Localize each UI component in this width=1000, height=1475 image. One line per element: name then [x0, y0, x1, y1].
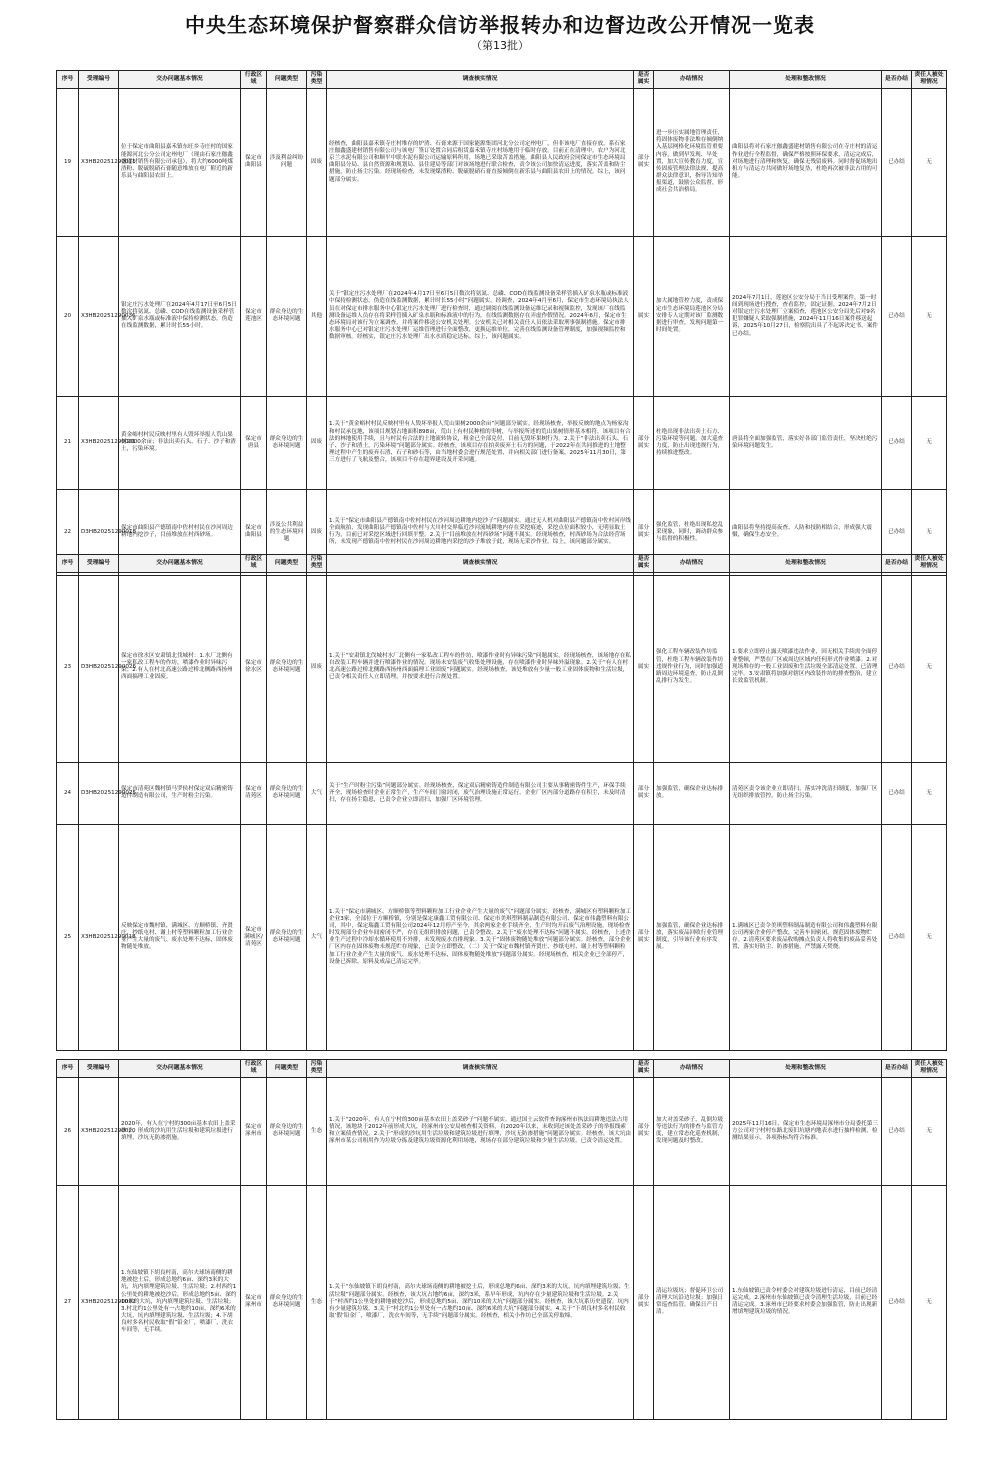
- cell-pollution: 固废: [307, 572, 327, 762]
- cell-closed: 已办结: [882, 572, 912, 762]
- cell-punished: 无: [912, 396, 947, 489]
- table-header-row: [57, 1060, 947, 1078]
- cell-rectification: 曲阳县将对石家庄伽鑫盛建材销售有限公司在寺庄村的清运作业进行全程监督，确保严格按照环保要求，清运完成后，对场地进行清理和恢复，确保无残留废料。同时督促场地出租方与清运方共同做好场地复垦，杜绝再次被非法占用的可能。: [730, 88, 882, 236]
- cell-issue: 银定庄污水处理厂在2024年4月17日至6月5日数次将氨氮、总磷、COD在线监测设备采样管插入矿泉水瓶或标准液中保持检测状态，伪造在线监测数据，累计时长55小时。: [119, 236, 241, 396]
- cell-pollution: 大气: [307, 762, 327, 824]
- header-rectification: 处理和整改情况: [730, 71, 882, 89]
- table-row: [57, 1077, 947, 1185]
- cell-handling: 清运垃圾坑；督促环卫公司清理大坑沿边垃圾；加强日常巡查监管，确保日产日清。: [654, 1185, 730, 1419]
- cell-issue: 1.东仙坡镇下胡良村南，高尔夫球场南侧的耕地被挖土后，形成总地约6亩、深约3米的大坑，坑内填埋建筑垃圾、生活垃圾；2.村西约1公里处的耕地被挖沙后，形成总地约5亩、深约10米的大坑，坑内填埋建筑垃圾、生活垃圾；3.村北约1公里处有一占地约10亩、深约6米的大坑，坑内填埋建筑垃圾、生活垃圾；4.下胡良村多名村民收取“假”铅金厂，喷漆厂，洗衣车间等，无手续。: [119, 1185, 241, 1419]
- cell-closed: 已办结: [882, 824, 912, 1050]
- table-block-1: [56, 70, 946, 576]
- table-header-row: [57, 71, 947, 89]
- report-table-1: [56, 70, 947, 576]
- cell-closed: 已办结: [882, 1185, 912, 1419]
- table-block-2: [56, 554, 946, 1051]
- cell-handling: 进一步压实属地管理责任，将固体废物非法堆存倾倒纳入基层网格化环境监管重要内容，做到早发现、早处置，加大宣传教育力度，宣传固废管理法律法规，提高群众法律意识，指导告知举报渠道，鼓励公众监督，形成社会共治格局。: [654, 88, 730, 236]
- header-issue: 交办问题基本情况: [119, 71, 241, 89]
- cell-is-true: 属实: [634, 236, 654, 396]
- cell-is-true: 部分属实: [634, 1077, 654, 1185]
- cell-punished: 无: [912, 572, 947, 762]
- page-title: 中央生态环境保护督察群众信访举报转办和边督边改公开情况一览表: [185, 13, 815, 37]
- cell-id: X3HB20251290011: [79, 88, 119, 236]
- cell-punished: 无: [912, 762, 947, 824]
- cell-issue: 2020年，有人在宁村的300亩基本农田上盖采砂子，形成的沙坑用生活垃圾和建筑垃圾进行填埋，沙坑无防渗措施。: [119, 1077, 241, 1185]
- cell-seq: 21: [57, 396, 79, 489]
- cell-id: X3HB20251290001: [79, 396, 119, 489]
- cell-region: 保定市曲阳县: [241, 489, 267, 575]
- cell-seq: 19: [57, 88, 79, 236]
- cell-issue: 反映保定市魏村镇、满城区、方顺桥镇、齐贤庄、抄纸屯村、谢上村等塑料颗粒加工行业企业产生大量的废气、废水处理不达标，固体废物随处堆放。: [119, 824, 241, 1050]
- header-rectification: 处理和整改情况: [730, 1060, 882, 1078]
- cell-rectification: 2024年7月1日，莲池区公安分局于当日受理案件，第一时间到现场进行搜查，查看监控，固定证据。2024年7月2日对银定庄污水处理厂立案侦查，莲池区公安分局先后对9名犯罪嫌疑人采取强制措施，2024年11月16日案件移送起诉，2025年10月27日，检察院出具了不起诉决定书，案件已办结。: [730, 236, 882, 396]
- cell-type: 群众身边的生态环境问题: [267, 824, 307, 1050]
- report-table-3: [56, 1059, 947, 1420]
- cell-id: X3HB20251290018: [79, 824, 119, 1050]
- table-row: [57, 396, 947, 489]
- report-table-2: [56, 554, 947, 1051]
- cell-seq: 26: [57, 1077, 79, 1185]
- cell-type: 群众身边的生态环境问题: [267, 762, 307, 824]
- cell-pollution: 生态: [307, 1185, 327, 1419]
- cell-issue: 保定市曲阳县产德镇南中佐村村民在沙河周边耕地内挖沙子，目前堆放在村西砂场。: [119, 489, 241, 575]
- header-is-true: 是否属实: [634, 1060, 654, 1078]
- cell-region: 保定市清苑区: [241, 762, 267, 824]
- table-block-3: [56, 1059, 946, 1420]
- cell-is-true: 部分属实: [634, 1185, 654, 1419]
- cell-investigation: 1.关于“安肃镇北伐城村水厂北侧有一家私改工程车的作坊，喷漆作业时有异味污染”问题属实。经现场核查，该场地存在私自改装工程车辆并进行喷漆作业的情况，现场未安装废气收集处理设施，存在喷漆作业时异味外溢现象。2.关于“有人在村北高速公路过桥北侧路西扬州西面搞理工业固废”问题属实。经现场核查，该处堆放有少量一般工业固体废物和生活垃圾，已责令相关责任人立即清理，并按要求进行合规处置。: [327, 572, 634, 762]
- cell-region: 保定市徐水区: [241, 572, 267, 762]
- cell-handling: 强化工程车辆改装作坊监管，杜绝工程车辆改装作坊违规作业行为，同时加强道路周边环境巡查，防止乱倒乱排行为发生。: [654, 572, 730, 762]
- cell-rectification: 1.满城区已责令美琪塑料制品制造有限公司和伟鑫塑料有限公司两家企业停产整改，完善车间密闭，规范固体废物贮存。2.清苑区要求废品收购摊点负责人将收集的废品妥善处置，落实好防尘、防渗措施，严禁露天焚烧。: [730, 824, 882, 1050]
- header-type: 问题类型: [267, 1060, 307, 1078]
- header-investigation: 调查核实情况: [327, 1060, 634, 1078]
- cell-handling: 加大属地管控力度，责成保定市生态环境局莲池区分局安排专人定期对该厂监测数据进行审查，发现问题第一时间处置。: [654, 236, 730, 396]
- cell-investigation: 1.关于“东仙坡镇下胡良村南，高尔夫球场南侧的耕地被挖土后，形成总地约6亩、深约3米的大坑，坑内填埋建筑垃圾、生活垃圾”问题部分属实。经核查，该大坑占地约6亩，深约3米，系早年形成，坑内存在少量建筑垃圾和生活垃圾。2.关于“村西约1公里处的耕地被挖沙后，形成总地约5亩、深约10米的大坑”问题部分属实。经核查，该大坑系历史遗留，坑内有少量建筑垃圾。3.关于“村北约1公里处有一占地约10亩、深约6米的大坑”问题部分属实。4.关于“下胡良村多名村民收取‘假’铅金厂，喷漆厂，洗衣车间等，无手续”问题部分属实。经核查，相关小作坊已全部关停取缔。: [327, 1185, 634, 1419]
- cell-handling: 杜绝出现非法出卖土石方、污染环境等问题，加大巡查力度，防止出现违规行为，持续推进整改。: [654, 396, 730, 489]
- cell-issue: 黄金峪村村民反映村里有人毁坏举报人荒山果树2000余亩；非法出卖石头、石子、沙子和渣土，污染环境。: [119, 396, 241, 489]
- header-id: 受理编号: [79, 555, 119, 573]
- cell-is-true: 部分属实: [634, 88, 654, 236]
- cell-punished: 无: [912, 1185, 947, 1419]
- cell-is-true: 部分属实: [634, 396, 654, 489]
- header-issue: 交办问题基本情况: [119, 555, 241, 573]
- cell-seq: 24: [57, 762, 79, 824]
- cell-issue: 保定市清苑区魏村镇马罗侯村保定双启精密铸造件制造有限公司，生产时粉尘污染。: [119, 762, 241, 824]
- table-row: [57, 762, 947, 824]
- header-pollution: 污染类型: [307, 1060, 327, 1078]
- page-subtitle: （第13批）: [471, 39, 529, 52]
- header-seq: 序号: [57, 555, 79, 573]
- cell-seq: 22: [57, 489, 79, 575]
- header-region: 行政区域: [241, 1060, 267, 1078]
- cell-seq: 20: [57, 236, 79, 396]
- cell-region: 保定市涿州市: [241, 1185, 267, 1419]
- cell-rectification: 曲阳县将坚持提高夜查、人防和技防相结合，形成强大震慑，确保生态安全。: [730, 489, 882, 575]
- cell-punished: 无: [912, 236, 947, 396]
- cell-id: D3HB20251290018: [79, 489, 119, 575]
- cell-pollution: 固废: [307, 88, 327, 236]
- cell-punished: 无: [912, 824, 947, 1050]
- table-row: [57, 88, 947, 236]
- header-closed: 是否办结: [882, 71, 912, 89]
- cell-rectification: 1.东仙坡镇已责令村委会对建筑垃圾进行清运，目前已经清运完成。2.涿州市东仙坡镇已责令清理生活垃圾，目前已经清运完成。3.涿州市已经要求村委会加强监管，防止出现新增填埋建筑垃圾的情况。: [730, 1185, 882, 1419]
- cell-closed: 已办结: [882, 1077, 912, 1185]
- cell-rectification: 1.要求立即停止露天喷漆违法作业，因无相关手续需全面停业整顿，严禁在厂区或周边区域内任何形式作业喷漆。2.对现场堆存的一般工业固废和生活垃圾全部清运处置，已清理完毕。3.安肃镇将加强对辖区内改装作坊的排查整治，建立长效监管机制。: [730, 572, 882, 762]
- header-type: 问题类型: [267, 71, 307, 89]
- cell-id: D3HB20251290025: [79, 762, 119, 824]
- cell-rectification: 2025年11月16日，保定市生态环境局涿州市分局委托第三方公司对宁村村东路北废旧坑塘内地表水进行抽样检测，检测结果显示，各项指标均符合标准。: [730, 1077, 882, 1185]
- cell-type: 群众身边的生态环境问题: [267, 1077, 307, 1185]
- cell-investigation: 1.关于“2020年，有人在宁村的300亩基本农田上盖采砂子”问题不属实。通过国土云软件查询涿州市执法局耕地违法占用情况，该地块于2012年前形成大坑，经涿州市公安局核查相关资料，自2020年以来，未收到过该处盖采砂子的举报线索和立案侦查情况。2.关于“形成的沙坑用生活垃圾和建筑垃圾进行填埋，沙坑无防渗措施”问题部分属实。经核查，该大坑由涿州市某公司租用作为垃圾分拣及建筑垃圾资源化利用场地，现场存在部分建筑垃圾和少量生活垃圾，已责令清运处置。: [327, 1077, 634, 1185]
- cell-investigation: 1.关于“保定市满城区、方顺桥镇等塑料颗粒加工行业企业产生大量的废气”问题部分属实。经核查，满城区有塑料颗粒加工企业3家，全部位于方顺桥镇，分别是保定康鑫工贸有限公司、保定市美琪塑料制品制造有限公司、保定市伟鑫塑料有限公司，其中，保定瑞鑫工贸有限公司2024年12月停产至今，其余两家企业手续齐全，生产时均开启废气治理设施，现场检查时发现部分企业车间密闭不严，存在无组织排放问题，已责令整改。2.关于“废水处理不达标”问题不属实。经核查，上述企业生产过程中冷却水循环使用不外排，未发现废水直排现象。3.关于“固体废物随处堆放”问题部分属实。经核查，部分企业厂区内存在固体废物未规范贮存现象，已责令立即整改。（二）关于“保定市魏村镇齐贤庄、抄纸屯村、谢上村等塑料颗粒加工行业企业产生大量的废气、废水处理不达标，固体废物随处堆放”问题部分属实。经现场核查，相关企业已全部停产，设备已拆除，原料及成品已清运完毕。: [327, 824, 634, 1050]
- cell-region: 保定市莲池区: [241, 236, 267, 396]
- cell-region: 保定市曲阳县: [241, 88, 267, 236]
- cell-punished: 无: [912, 489, 947, 575]
- cell-issue: 保定市徐水区安肃镇北伐城村：1.水厂北侧有一家私改工程车的作坊，喷漆作业时异味污染；2.有人在村北高速公路过桥北侧路西扬州西面搞理工业固废。: [119, 572, 241, 762]
- table-row: [57, 1185, 947, 1419]
- cell-closed: 已办结: [882, 396, 912, 489]
- table-row: [57, 824, 947, 1050]
- cell-investigation: 1.关于“保定市曲阳县产德镇南中佐村村民在沙河周边耕地内挖沙子”问题属实。通过无人机对曲阳县产德镇南中佐村河岸线全面航拍，发现曲阳县产德镇南中佐村与大川村交界临近沙河流域耕地内存在采挖痕迹，采挖点位面积较小，无明显取土行为，目前已对采挖区域进行回填平整。2.关于“目前堆放在村西砂场”问题不属实。经现场核查，村西砂场为合法经营场所，未发现产德镇南中佐村村民在沙河周边耕地内采挖的沙子堆放于此，现场无采沙作业。综上，该问题部分属实。: [327, 489, 634, 575]
- cell-is-true: 部分属实: [634, 824, 654, 1050]
- cell-rectification: 清苑区责令该企业立即清扫，落实冲洗清扫制度，加强厂区无组织排放管控，防止扬尘污染。: [730, 762, 882, 824]
- cell-type: 群众身边的生态环境问题: [267, 572, 307, 762]
- cell-region: 保定市满城区/清苑区: [241, 824, 267, 1050]
- header-pollution: 污染类型: [307, 71, 327, 89]
- cell-closed: 已办结: [882, 236, 912, 396]
- cell-is-true: 部分属实: [634, 762, 654, 824]
- header-punished: 责任人被处理情况: [912, 1060, 947, 1078]
- header-type: 问题类型: [267, 555, 307, 573]
- table-header-row: [57, 555, 947, 573]
- cell-closed: 已办结: [882, 489, 912, 575]
- cell-type: 涉及利益纠纷问题: [267, 88, 307, 236]
- cell-seq: 27: [57, 1185, 79, 1419]
- cell-closed: 已办结: [882, 762, 912, 824]
- cell-id: D3HB20251290026: [79, 572, 119, 762]
- cell-id: X3HB20251290002: [79, 1185, 119, 1419]
- header-id: 受理编号: [79, 1060, 119, 1078]
- cell-pollution: 生态: [307, 1077, 327, 1185]
- cell-type: 群众身边的生态环境问题: [267, 1185, 307, 1419]
- cell-id: X3HB20251290036: [79, 236, 119, 396]
- cell-region: 保定市唐县: [241, 396, 267, 489]
- header-punished: 责任人被处理情况: [912, 555, 947, 573]
- header-seq: 序号: [57, 1060, 79, 1078]
- cell-punished: 无: [912, 88, 947, 236]
- table-row: [57, 236, 947, 396]
- cell-rectification: 唐县将全面加强监管，落实好各部门监管责任，坚决杜绝污染环境问题发生。: [730, 396, 882, 489]
- header-issue: 交办问题基本情况: [119, 1060, 241, 1078]
- header-investigation: 调查核实情况: [327, 71, 634, 89]
- header-closed: 是否办结: [882, 1060, 912, 1078]
- header-is-true: 是否属实: [634, 71, 654, 89]
- cell-region: 保定市涿州市: [241, 1077, 267, 1185]
- header-region: 行政区域: [241, 71, 267, 89]
- cell-seq: 23: [57, 572, 79, 762]
- cell-pollution: 其他: [307, 236, 327, 396]
- page: [0, 12, 1000, 1475]
- cell-closed: 已办结: [882, 88, 912, 236]
- cell-seq: 25: [57, 824, 79, 1050]
- cell-handling: 强化监管，杜绝出现私挖乱采现象，同时，调动群众参与监督的积极性。: [654, 489, 730, 575]
- header-seq: 序号: [57, 71, 79, 89]
- cell-handling: 加强监管，确保企业达标排放。: [654, 762, 730, 824]
- cell-pollution: 固废: [307, 396, 327, 489]
- header-pollution: 污染类型: [307, 555, 327, 573]
- cell-pollution: 大气: [307, 824, 327, 1050]
- header-handling: 办结情况: [654, 71, 730, 89]
- header-handling: 办结情况: [654, 555, 730, 573]
- header-is-true: 是否属实: [634, 555, 654, 573]
- cell-is-true: 部分属实: [634, 489, 654, 575]
- cell-pollution: 固废: [307, 489, 327, 575]
- header-punished: 责任人被处理情况: [912, 71, 947, 89]
- header-rectification: 处理和整改情况: [730, 555, 882, 573]
- header-id: 受理编号: [79, 71, 119, 89]
- cell-handling: 加大对盖采砂子、乱倒垃圾等违法行为的排查与监管力度，建立常态化巡查机制，发现问题及时整改。: [654, 1077, 730, 1185]
- cell-id: X3HB20251290020: [79, 1077, 119, 1185]
- cell-investigation: 1.关于“黄金峪村村民反映村里有人毁坏举报人荒山果树2000余亩”问题部分属实。经现场核查，举报反映的地点为杨家沟和村民承包地，该项目规划占地面积898亩，荒山上有村民种植的枣树，与举报所述的荒山果树情形基本相符，该项目有合法的林地使用手续，且与村民有合法的土地流转协议，租金已全部兑付，目前无毁坏果树行为。2.关于“非法出卖石头、石子、沙子和渣土，污染环境”问题部分属实。经核查，该项目存在拍卖废弃土石方的问题，于2022年在共同推进的土地整理过程中产生的废弃石渣、石子和砂石等，由当地村委会进行规范处置，并向相关部门进行备案，2025年11月30日，第三方进行了飞航及整合，该项目不存在超界建设及开采问题。: [327, 396, 634, 489]
- cell-investigation: 关于“银定庄污水处理厂在2024年4月17日至6月5日数次将氨氮、总磷、COD在线监测设备采样管插入矿泉水瓶或标准液中保持检测状态，伪造在线监测数据，累计时长55小时”问题属实。经调查，2024年4月至6月，保定市生态环境局执法人员在对保定市排水服务中心银定庄污水处理厂进行检查时，通过调阅在线监测设备运维记录和视频监控，发现该厂在线监测设备运维人员存在将采样管插入矿泉水瓶和标准液中的行为，在线监测数据存在弄虚作假情况。2024年6月，保定市生态环境局对该行为立案调查，并将案件移送公安机关处理。公安机关已对相关责任人员依法采取刑事强制措施。保定市排水服务中心已对银定庄污水处理厂运维管理进行全面整改，更换运维单位，完善在线监测设备管理制度，加强视频监控和数据审核。经核实，银定庄污水处理厂出水水质稳定达标。综上，该问题属实。: [327, 236, 634, 396]
- cell-investigation: 关于“生产时粉尘污染”问题部分属实。经现场核查，保定双启精密铸造件制造有限公司主要从事精密铸件生产，环保手续齐全，现场检查时企业正常生产，生产车间门窗封闭，废气治理设施正常运行。企业厂区内部分道路存在积尘，未及时清扫，存在扬尘隐患，已责令企业立即清扫，加强厂区环境管理。: [327, 762, 634, 824]
- header-handling: 办结情况: [654, 1060, 730, 1078]
- cell-type: 群众身边的生态环境问题: [267, 396, 307, 489]
- cell-handling: 加强监管，确保企业达标排放，落实废品回收行业管理制度，引导该行业有序发展。: [654, 824, 730, 1050]
- cell-type: 群众身边的生态环境问题: [267, 236, 307, 396]
- header-investigation: 调查核实情况: [327, 555, 634, 573]
- header-closed: 是否办结: [882, 555, 912, 573]
- cell-is-true: 属实: [634, 572, 654, 762]
- cell-investigation: 经核查，曲阳县嘉禾镇寺庄村堆存的炉渣、石膏来源于国家能源集团河北分公司定州电厂，但非该电厂直接存放，系石家庄伽鑫盛建材销售有限公司与该电厂签订处置合同后租赁嘉禾镇寺庄村场地用于临时存放，目前正在清理中。农户为河北京兰水泥有限公司和顺平中联水泥有限公司运输原料所用，场地已采取苫盖措施。曲阳县人民政府会同保定市生态环境局曲阳县分局、县自然资源和规划局、县住建局等部门对该场地进行联合检查，责令该公司加快清运进度，落实苫盖和防尘措施，防止扬尘污染。经现场检查，未发现煤渣粉、脱硫脱硝石膏直接倾倒在新乐县与曲阳县农田上的情况。综上，该问题部分属实。: [327, 88, 634, 236]
- cell-type: 涉及公共利益的生态环境问题: [267, 489, 307, 575]
- header-region: 行政区域: [241, 555, 267, 573]
- table-row: [57, 572, 947, 762]
- cell-punished: 无: [912, 1077, 947, 1185]
- cell-issue: 位于保定市曲阳县嘉禾镇东旺乡寺庄村的国家能源河北公分公司定州电厂（现由石家庄伽鑫盛建材销售有限公司承包），将大约6000吨煤渣粉、脱硫脱硝石膏随意堆放在电厂附近的新乐县与曲阳县农田上。: [119, 88, 241, 236]
